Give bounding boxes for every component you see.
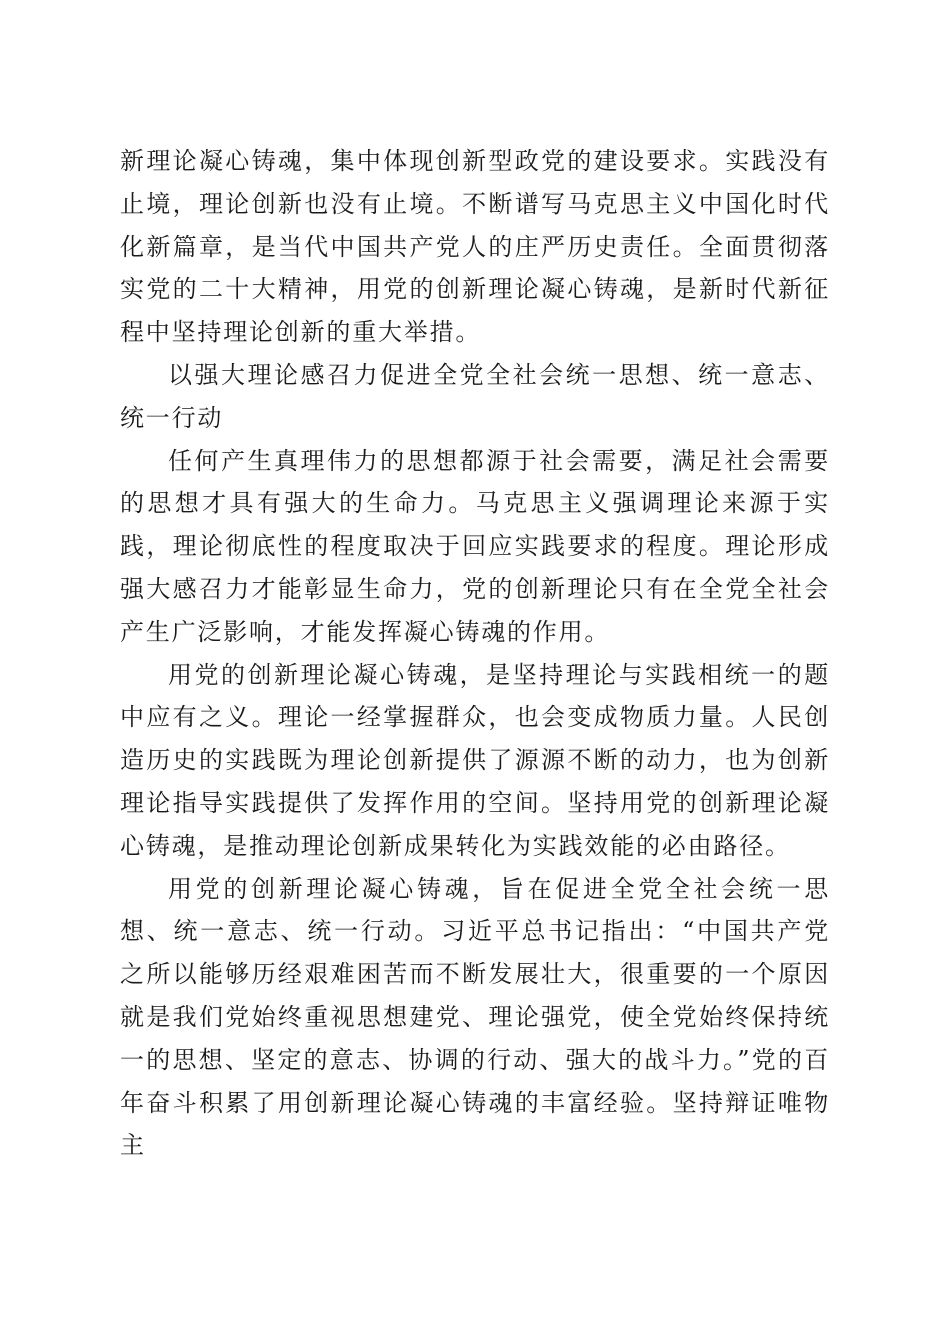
document-body [120, 140, 830, 1167]
paragraph: 用党的创新理论凝心铸魂，旨在促进全党全社会统一思想、统一意志、统一行动。习近平总书记指出：“中国共产党之所以能够历经艰难困苦而不断发展壮大，很重要的一个原因就是我们党始终重视思想建党、理论强党，使全党始终保持统一的思想、坚定的意志、协调的行动、强大的战斗力。”党的百年奋斗积累了用创新理论凝心铸魂的丰富经验。坚持辩证唯物主 [120, 874, 830, 1160]
section-heading: 以强大理论感召力促进全党全社会统一思想、统一意志、统一行动 [120, 360, 830, 432]
paragraph: 任何产生真理伟力的思想都源于社会需要，满足社会需要的思想才具有强大的生命力。马克思主义强调理论来源于实践，理论彻底性的程度取决于回应实践要求的程度。理论形成强大感召力才能彰显生命力，党的创新理论只有在全党全社会产生广泛影响，才能发挥凝心铸魂的作用。 [120, 446, 830, 646]
paragraph: 用党的创新理论凝心铸魂，是坚持理论与实践相统一的题中应有之义。理论一经掌握群众，也会变成物质力量。人民创造历史的实践既为理论创新提供了源源不断的动力，也为创新理论指导实践提供了发挥作用的空间。坚持用党的创新理论凝心铸魂，是推动理论创新成果转化为实践效能的必由路径。 [120, 660, 830, 860]
paragraph-continuation: 新理论凝心铸魂，集中体现创新型政党的建设要求。实践没有止境，理论创新也没有止境。不断谱写马克思主义中国化时代化新篇章，是当代中国共产党人的庄严历史责任。全面贯彻落实党的二十大精神，用党的创新理论凝心铸魂，是新时代新征程中坚持理论创新的重大举措。 [120, 147, 830, 347]
